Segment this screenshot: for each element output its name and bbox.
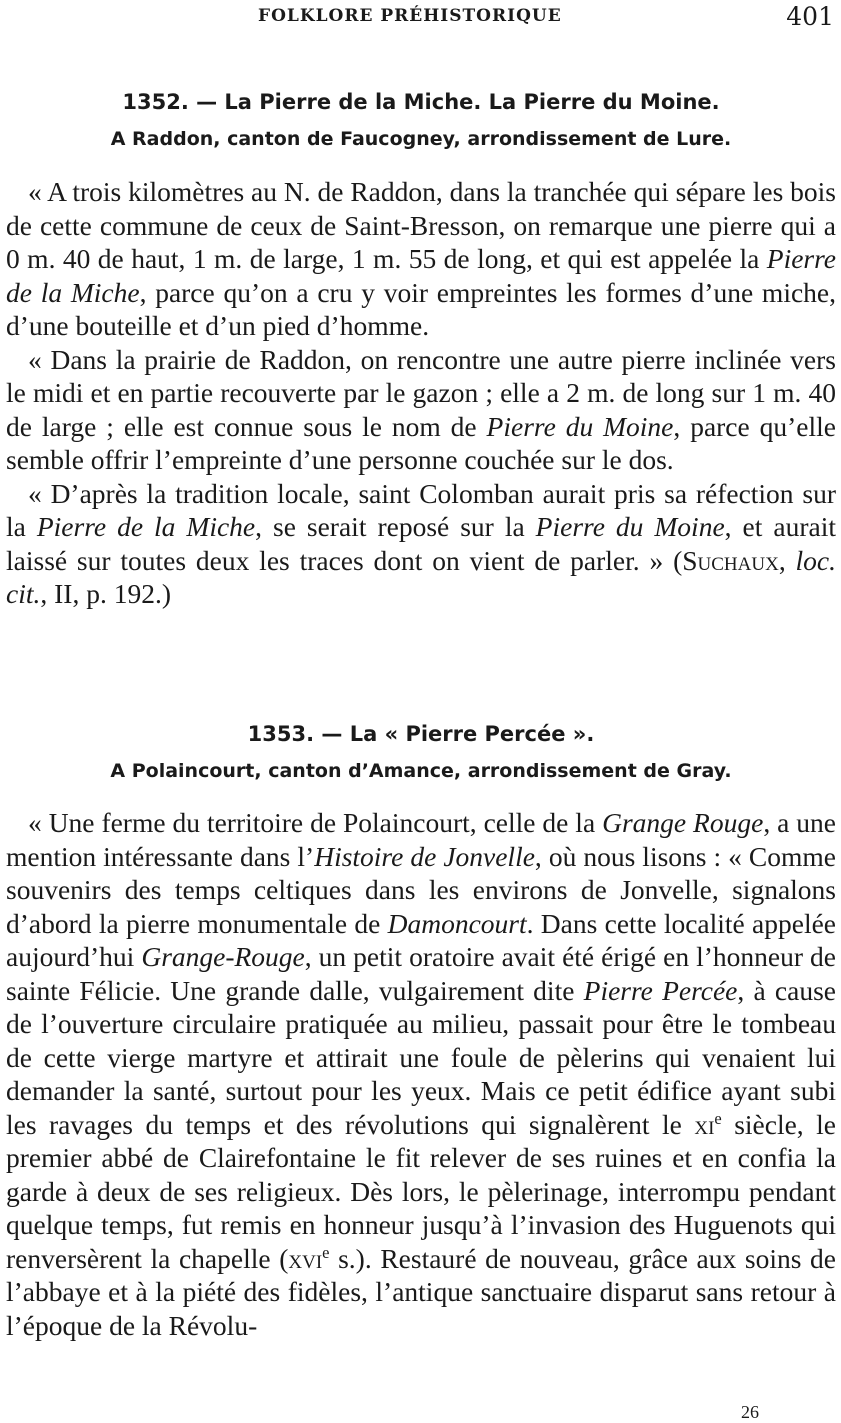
italic-name: Pierre de la Miche <box>6 243 836 308</box>
printer-signature: 26 <box>741 1402 759 1422</box>
paragraph <box>6 175 836 343</box>
page-number: 401 <box>786 2 834 31</box>
citation-loc: loc. cit. <box>6 544 837 609</box>
text-run: « Une ferme du territoire de Polaincourt, celle de la <box>28 807 603 838</box>
paragraph <box>6 477 836 611</box>
italic-name: Pierre du Moine <box>486 410 674 442</box>
text-run: « A trois kilomètres au N. de Raddon, dans la tranchée qui sépare les bois de cette commune de ceux de Saint-Bresson, on remarque une pierre qui a 0 m. 40 de haut, 1 m. de large, 1 m. 55 de long, et qui est appelée la <box>6 176 837 274</box>
text-run: . Dans cette localité appelée aujourd’hui <box>6 907 837 972</box>
italic-name: Damoncourt <box>387 907 527 939</box>
running-head <box>6 2 836 30</box>
italic-name: Grange Rouge <box>602 807 764 838</box>
ordinal-superscript: e <box>714 1108 722 1128</box>
ordinal-superscript: e <box>322 1242 330 1262</box>
text-run: , où nous lisons : « Comme souvenirs des temps celtiques dans les environs de Jonvelle, signalons d’abord la pierre monumentale de <box>6 840 837 939</box>
entry-1352-location: A Raddon, canton de Faucogney, arrondissement de Lure. <box>110 128 732 150</box>
century-numeral: xvi <box>288 1242 323 1274</box>
running-title: FOLKLORE PRÉHISTORIQUE <box>258 6 562 26</box>
entry-1353-location: A Polaincourt, canton d’Amance, arrondissement de Gray. <box>110 760 732 782</box>
italic-name: Grange-Rouge <box>141 941 305 972</box>
text-run: , <box>778 544 796 576</box>
text-run: , un petit oratoire avait été érigé en l’honneur de sainte Félicie. Une grande dalle, vulgairement dite <box>6 941 836 1006</box>
text-run: , II, p. 192.) <box>40 578 171 609</box>
paragraph <box>6 343 836 477</box>
italic-name: Pierre de la Miche <box>36 511 256 542</box>
century-numeral: xi <box>694 1108 715 1140</box>
text-run: s.). Restauré de nouveau, grâce aux soins de l’abbaye et à la piété des fidèles, l’antique sanctuaire disparut sans retour à l’époque de la Révolu- <box>6 1242 837 1341</box>
text-run: , parce qu’elle semble offrir l’empreinte d’une personne couchée sur le dos. <box>6 410 836 475</box>
italic-name: Pierre Percée <box>583 974 738 1006</box>
text-run: , a une mention intéressante dans l’ <box>6 807 836 872</box>
text-run: , à cause de l’ouverture circulaire pratiquée au milieu, passait pour être le tombeau de cette vierge martyre et attirait une foule de pèlerins qui venaient lui demander la santé, surtout pour les yeux. Mais ce petit édifice ayant subi les ravages du temps et des révolutions qui signalèrent le <box>6 974 836 1140</box>
italic-name: Pierre du Moine <box>535 511 725 542</box>
book-page <box>6 0 836 1422</box>
text-run: « D’après la tradition locale, saint Colomban aurait pris sa réfection sur la <box>6 477 836 542</box>
entry-1352-title: 1352. — La Pierre de la Miche. La Pierre du Moine. <box>122 90 720 114</box>
text-run: , parce qu’on a cru y voir empreintes les formes d’une miche, d’une bouteille et d’un pied d’homme. <box>6 276 836 341</box>
text-run: , et aurait laissé sur toutes deux les traces dont on vient de parler. » ( <box>6 511 836 576</box>
text-run: , se serait reposé sur la <box>255 511 536 542</box>
entry-1352-body <box>6 175 836 611</box>
italic-name: Histoire de Jonvelle <box>314 840 535 872</box>
text-run: « Dans la prairie de Raddon, on rencontre une autre pierre inclinée vers le midi et en partie recouverte par le gazon ; elle a 2 m. de long sur 1 m. 40 de large ; elle est connue sous le nom de <box>6 343 836 442</box>
paragraph <box>6 806 836 1342</box>
citation-author: Suchaux <box>682 544 779 576</box>
entry-1353-title: 1353. — La « Pierre Percée ». <box>247 722 595 746</box>
entry-1353-body <box>6 806 836 1342</box>
text-run: siècle, le premier abbé de Clairefontaine le fit relever de ses ruines et en confia la garde à deux de ses religieux. Dès lors, le pèlerinage, interrompu pendant quelque temps, fut remis en honneur jusqu’à l’invasion des Huguenots qui renversèrent la chapelle ( <box>6 1108 837 1274</box>
